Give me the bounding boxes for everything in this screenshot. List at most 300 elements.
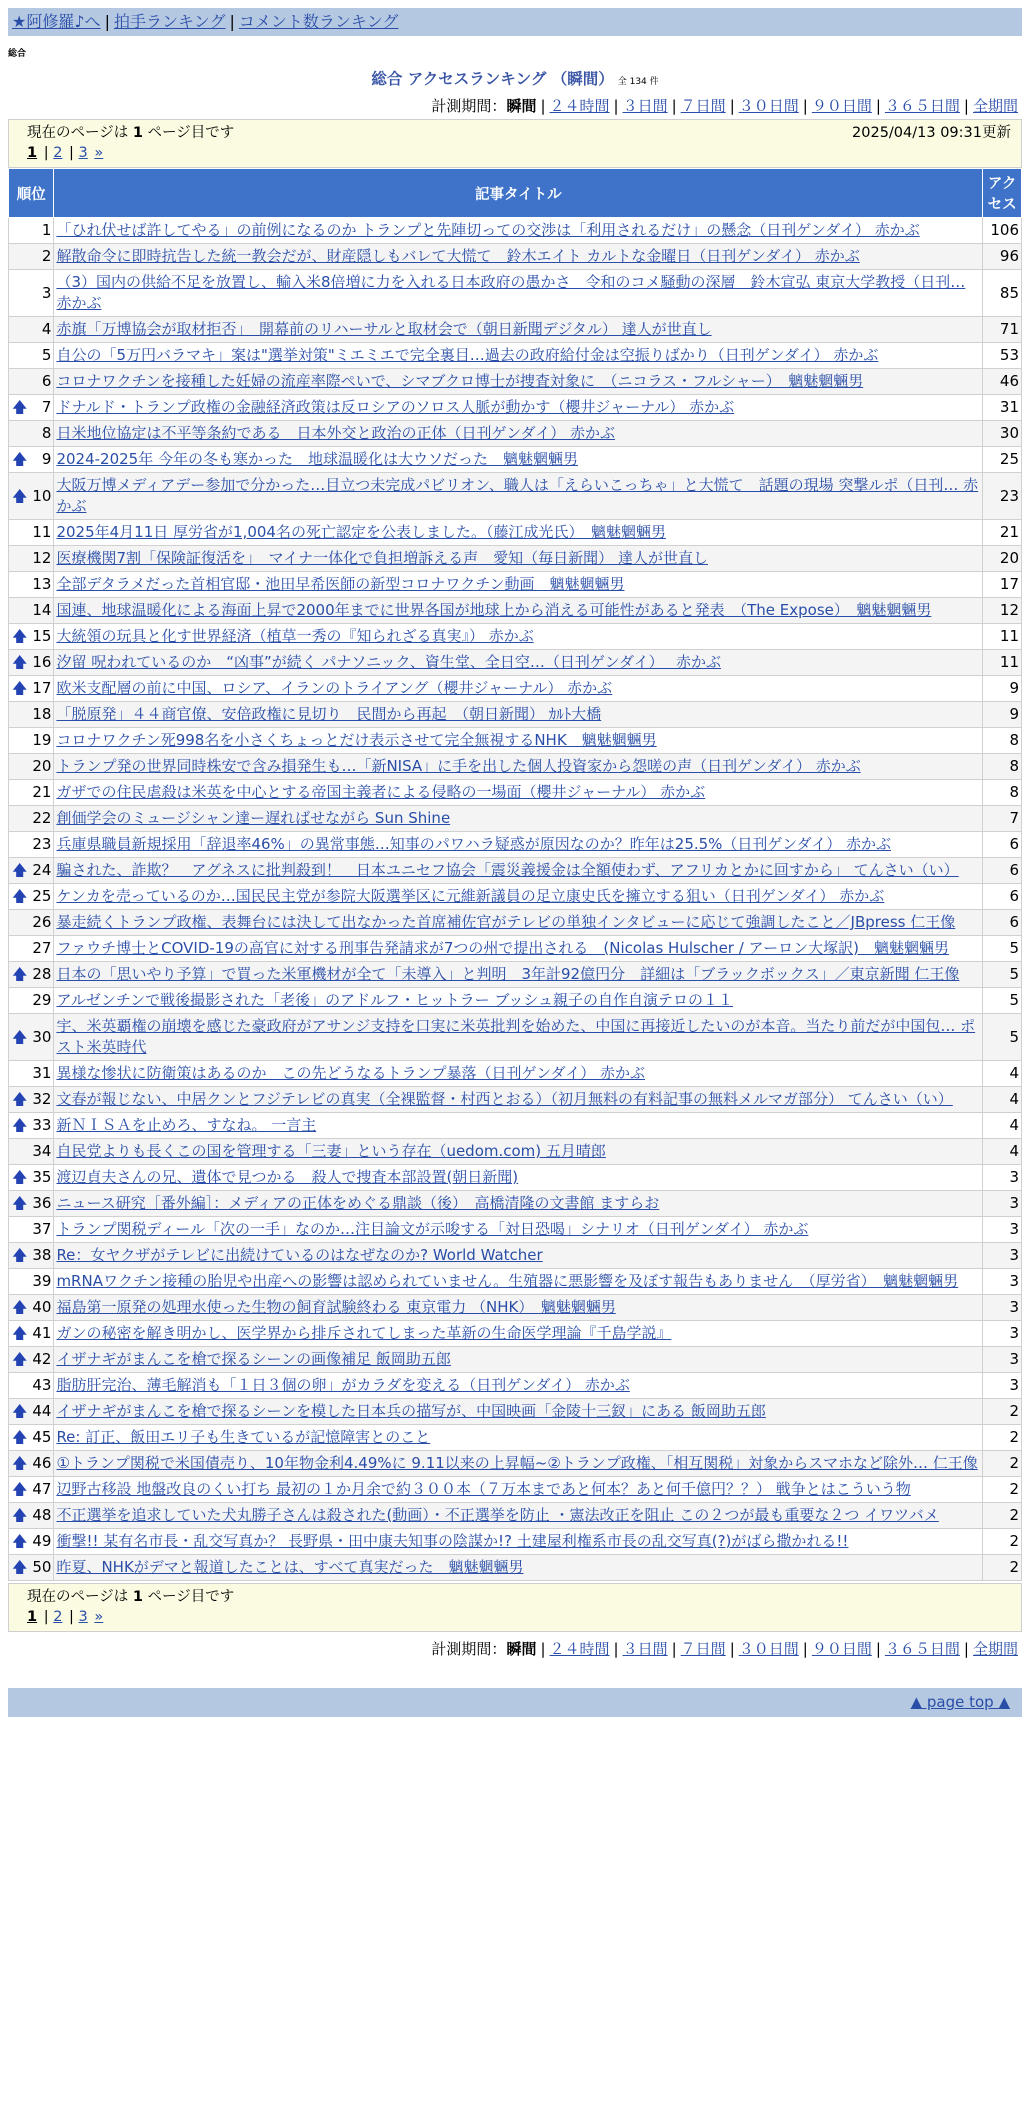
rank-cell: [9, 572, 54, 598]
access-count: 21: [983, 520, 1022, 546]
rank-cell: [9, 343, 54, 369]
rank-cell: [9, 702, 54, 728]
rank-cell: [9, 1503, 54, 1529]
period-separator: |: [729, 1640, 735, 1658]
table-row: [9, 1477, 1022, 1503]
table-row: [9, 1165, 1022, 1191]
article-link[interactable]: トランプ発の世界同時株安で含み損発生も…「新NISA」に手を出した個人投資家から怨嗟の声（日刊ゲンダイ） 赤かぶ: [56, 757, 861, 775]
rank-number: 1: [41, 221, 52, 239]
rank-cell: [9, 1191, 54, 1217]
rank-number: 7: [41, 398, 52, 416]
rank-cell: [9, 1555, 54, 1581]
title-cell: [54, 1014, 983, 1061]
article-link[interactable]: 異様な惨状に防衛策はあるのか この先どうなるトランプ暴落（日刊ゲンダイ） 赤かぶ: [56, 1064, 646, 1082]
access-count: 3: [983, 1347, 1022, 1373]
table-row: [9, 1555, 1022, 1581]
table-row: [9, 988, 1022, 1014]
article-link[interactable]: 脂肪肝完治、薄毛解消も「１日３個の卵」がカラダを変える（日刊ゲンダイ） 赤かぶ: [56, 1376, 630, 1394]
period-link[interactable]: ３０日間: [738, 1640, 799, 1658]
period-selector: [8, 95, 1018, 117]
table-row: [9, 1243, 1022, 1269]
table-row: [9, 858, 1022, 884]
up-arrow-icon: 🡅: [12, 887, 28, 905]
clap-ranking-link[interactable]: 拍手ランキング: [113, 12, 226, 31]
article-link[interactable]: 大阪万博メディアデー参加で分かった…目立つ未完成パビリオン、職人は「えらいこっちゃ」と大慌て 話題の現場 突撃ルポ（日刊… 赤かぶ: [56, 476, 979, 515]
period-separator: |: [963, 97, 969, 115]
next-page-link[interactable]: »: [94, 1609, 104, 1625]
period-separator: |: [802, 97, 808, 115]
access-count: 20: [983, 546, 1022, 572]
rank-number: 33: [32, 1116, 52, 1134]
article-link[interactable]: ガザでの住民虐殺は米英を中心とする帝国主義者による侵略の一場面（櫻井ジャーナル） 赤かぶ: [56, 783, 706, 801]
title-cell: [54, 1529, 983, 1555]
rank-number: 14: [32, 601, 52, 619]
access-count: 3: [983, 1269, 1022, 1295]
rank-cell: [9, 936, 54, 962]
up-arrow-icon: 🡅: [12, 1324, 28, 1342]
period-link[interactable]: ２４時間: [549, 1640, 610, 1658]
home-link[interactable]: ★阿修羅♪へ: [12, 12, 101, 31]
article-link[interactable]: 汐留 呪われているのか “凶事”が続く パナソニック、資生堂、全日空…（日刊ゲンダイ） 赤かぶ: [56, 653, 721, 671]
access-count: 3: [983, 1217, 1022, 1243]
rank-cell: [9, 598, 54, 624]
article-link[interactable]: ニュース研究［番外編］：メディアの正体をめぐる鼎談（後） 高橋清隆の文書館 ますらお: [56, 1194, 660, 1212]
page-links: [27, 143, 1011, 163]
table-row: [9, 1191, 1022, 1217]
period-link[interactable]: ３日間: [622, 1640, 668, 1658]
access-count: 31: [983, 395, 1022, 421]
rank-cell: [9, 1014, 54, 1061]
up-arrow-icon: 🡅: [12, 1558, 28, 1576]
title-cell: [54, 988, 983, 1014]
access-count: 2: [983, 1503, 1022, 1529]
table-row: [9, 1373, 1022, 1399]
rank-number: 23: [32, 835, 52, 853]
period-link[interactable]: ３６５日間: [884, 97, 960, 115]
rank-number: 13: [32, 575, 52, 593]
article-link[interactable]: 渡辺貞夫さんの兄、遺体で見つかる 殺人で捜査本部設置(朝日新聞): [56, 1168, 519, 1186]
title-cell: [54, 473, 983, 520]
period-link[interactable]: ７日間: [680, 1640, 726, 1658]
nav-separator: |: [104, 12, 110, 31]
period-link[interactable]: 全期間: [972, 97, 1018, 115]
access-count: 6: [983, 910, 1022, 936]
rank-number: 50: [32, 1558, 52, 1576]
top-nav-bar: [8, 8, 1022, 36]
rank-number: 5: [41, 346, 52, 364]
title-cell: [54, 1347, 983, 1373]
rank-cell: [9, 473, 54, 520]
title-cell: [54, 520, 983, 546]
up-arrow-icon: 🡅: [12, 1090, 28, 1108]
period-link[interactable]: ３０日間: [738, 97, 799, 115]
page-link-current[interactable]: 1: [27, 1609, 38, 1625]
access-count: 7: [983, 806, 1022, 832]
article-link[interactable]: 福島第一原発の処理水使った生物の飼育試験終わる 東京電力 （NHK） 魑魅魍魎男: [56, 1298, 616, 1316]
up-arrow-icon: 🡅: [12, 1298, 28, 1316]
rank-cell: [9, 1165, 54, 1191]
bottom-bar: [8, 1688, 1022, 1717]
page-separator: |: [64, 1609, 79, 1625]
access-count: 23: [983, 473, 1022, 520]
rank-cell: [9, 1113, 54, 1139]
page-link[interactable]: 3: [78, 1609, 88, 1625]
title-cell: [54, 1555, 983, 1581]
access-count: 11: [983, 624, 1022, 650]
rank-number: 6: [41, 372, 52, 390]
comment-ranking-link[interactable]: コメント数ランキング: [238, 12, 399, 31]
rank-number: 26: [32, 913, 52, 931]
article-link[interactable]: 2024-2025年 今年の冬も寒かった 地球温暖化は大ウソだった 魑魅魍魎男: [56, 450, 578, 468]
article-link[interactable]: mRNAワクチン接種の胎児や出産への影響は認められていません。生殖器に悪影響を及ぼす報告もありません （厚労省） 魑魅魍魎男: [56, 1272, 959, 1290]
access-count: 85: [983, 270, 1022, 317]
rank-cell: [9, 218, 54, 244]
rank-number: 21: [32, 783, 52, 801]
rank-number: 11: [32, 523, 52, 541]
rank-number: 19: [32, 731, 52, 749]
table-row: [9, 1217, 1022, 1243]
access-count: 12: [983, 598, 1022, 624]
title-cell: [54, 650, 983, 676]
article-link[interactable]: 昨夏、NHKがデマと報道したことは、すべて真実だった 魑魅魍魎男: [56, 1558, 524, 1576]
table-row: [9, 1113, 1022, 1139]
article-link[interactable]: ケンカを売っているのか…国民民主党が参院大阪選挙区に元維新議員の足立康史氏を擁立する狙い（日刊ゲンダイ） 赤かぶ: [56, 887, 885, 905]
ranking-title: 総合 アクセスランキング （瞬間）: [371, 70, 614, 88]
title-cell: [54, 1321, 983, 1347]
article-link[interactable]: イザナギがまんこを槍で探るシーンの画像補足 飯岡助五郎: [56, 1350, 451, 1368]
rank-cell: [9, 1269, 54, 1295]
up-arrow-icon: 🡅: [12, 1027, 28, 1046]
up-arrow-icon: 🡅: [12, 627, 28, 645]
up-arrow-icon: 🡅: [12, 450, 28, 468]
article-link[interactable]: 大統領の玩具と化す世界経済（植草一秀の『知られざる真実』） 赤かぶ: [56, 627, 534, 645]
rank-number: 15: [32, 627, 52, 645]
title-cell: [54, 1061, 983, 1087]
rank-cell: [9, 676, 54, 702]
article-link[interactable]: 不正選挙を追求していた犬丸勝子さんは殺された(動画）・不正選挙を防止 ・憲法改正を阻止 この２つが最も重要な２つ イワツバメ: [56, 1506, 939, 1524]
up-arrow-icon: 🡅: [12, 1480, 28, 1498]
nav-separator: |: [229, 12, 235, 31]
rank-number: 43: [32, 1376, 52, 1394]
table-row: [9, 1139, 1022, 1165]
pager-bottom: [8, 1583, 1022, 1632]
period-link[interactable]: ９０日間: [811, 97, 872, 115]
table-row: [9, 624, 1022, 650]
article-link[interactable]: 新ＮＩＳＡを止めろ、すなね。 一言主: [56, 1116, 317, 1134]
up-arrow-icon: 🡅: [12, 486, 28, 505]
rank-number: 34: [32, 1142, 52, 1160]
access-count: 6: [983, 858, 1022, 884]
page-link[interactable]: 2: [53, 1609, 63, 1625]
rank-number: 20: [32, 757, 52, 775]
table-row: [9, 546, 1022, 572]
article-link[interactable]: 騙された、詐欺？ アグネスに批判殺到！ 日本ユニセフ協会「震災義援金は全額使わず、アフリカとかに回すから」 てんさい（い）: [56, 861, 959, 879]
rank-cell: [9, 421, 54, 447]
period-label: 計測期間：: [431, 97, 507, 115]
table-row: [9, 1451, 1022, 1477]
period-separator: |: [802, 1640, 808, 1658]
article-link[interactable]: 日米地位協定は不平等条約である 日本外交と政治の正体（日刊ゲンダイ） 赤かぶ: [56, 424, 616, 442]
table-row: [9, 1269, 1022, 1295]
title-cell: [54, 421, 983, 447]
rank-cell: [9, 1529, 54, 1555]
title-cell: [54, 1373, 983, 1399]
up-arrow-icon: 🡅: [12, 398, 28, 416]
title-cell: [54, 343, 983, 369]
up-arrow-icon: 🡅: [12, 1350, 28, 1368]
article-link[interactable]: Re: 訂正、飯田エリ子も生きているが記憶障害とのこと: [56, 1428, 431, 1446]
article-link[interactable]: ガンの秘密を解き明かし、医学界から排斥されてしまった革新の生命医学理論『千島学説』: [56, 1324, 672, 1342]
rank-cell: [9, 1399, 54, 1425]
rank-cell: [9, 832, 54, 858]
article-link[interactable]: 全部デタラメだった首相官邸・池田早希医師の新型コロナワクチン動画 魑魅魍魎男: [56, 575, 625, 593]
title-cell: [54, 1451, 983, 1477]
period-label: 計測期間：: [431, 1640, 507, 1658]
access-count: 3: [983, 1191, 1022, 1217]
table-row: [9, 1399, 1022, 1425]
title-cell: [54, 780, 983, 806]
rank-number: 17: [32, 679, 52, 697]
title-cell: [54, 369, 983, 395]
rank-number: 48: [32, 1506, 52, 1524]
article-link[interactable]: ①トランプ関税で米国債売り、10年物金利4.49%に 9.11以来の上昇幅~②トランプ政権、「相互関税」対象からスマホなど除外… 仁王像: [56, 1454, 978, 1472]
access-count: 71: [983, 317, 1022, 343]
rank-number: 31: [32, 1064, 52, 1082]
table-row: [9, 473, 1022, 520]
article-link[interactable]: 辺野古移設 地盤改良のくい打ち 最初の１か月余で約３００本（７万本まであと何本？あと何千億円？？） 戦争とはこういう物: [56, 1480, 911, 1498]
rank-number: 12: [32, 549, 52, 567]
period-link[interactable]: ９０日間: [811, 1640, 872, 1658]
title-cell: [54, 1295, 983, 1321]
rank-cell: [9, 1243, 54, 1269]
title-cell: [54, 270, 983, 317]
access-count: 6: [983, 832, 1022, 858]
period-current: 瞬間: [506, 1640, 537, 1658]
section-tag: 総合: [8, 49, 27, 59]
title-cell: [54, 1165, 983, 1191]
table-row: [9, 343, 1022, 369]
article-link[interactable]: アルゼンチンで戦後撮影された「老後」のアドルフ・ヒットラー ブッシュ親子の自作自演テロの１１: [56, 991, 734, 1009]
up-arrow-icon: 🡅: [12, 1116, 28, 1134]
rank-number: 22: [32, 809, 52, 827]
rank-number: 41: [32, 1324, 52, 1342]
period-link[interactable]: ２４時間: [549, 97, 610, 115]
page-title: [0, 67, 1030, 89]
article-link[interactable]: 国連、地球温暖化による海面上昇で2000年までに世界各国が地球上から消える可能性があると発表 （The Expose） 魑魅魍魎男: [56, 601, 932, 619]
page-separator: |: [39, 1609, 54, 1625]
title-cell: [54, 1477, 983, 1503]
rank-number: 39: [32, 1272, 52, 1290]
title-cell: [54, 1243, 983, 1269]
rank-cell: [9, 1321, 54, 1347]
title-cell: [54, 244, 983, 270]
period-link[interactable]: ３日間: [622, 97, 668, 115]
title-cell: [54, 1113, 983, 1139]
title-cell: [54, 624, 983, 650]
title-cell: [54, 806, 983, 832]
rank-number: 28: [32, 965, 52, 983]
article-link[interactable]: 宇、米英覇権の崩壊を感じた豪政府がアサンジ支持を口実に米英批判を始めた、中国に再接近したいのが本音。当たり前だが中国包… ポスト米英時代: [56, 1017, 976, 1056]
article-link[interactable]: 創価学会のミュージシャン達ー遅ればせながら Sun Shine: [56, 809, 451, 827]
rank-cell: [9, 1425, 54, 1451]
title-cell: [54, 1217, 983, 1243]
rank-cell: [9, 520, 54, 546]
title-cell: [54, 317, 983, 343]
table-row: [9, 1295, 1022, 1321]
article-link[interactable]: 衝撃!! 某有名市長・乱交写真か？ 長野県・田中康夫知事の陰謀か!? 土建屋利権系市長の乱交写真(?)がばら撒かれる!!: [56, 1532, 849, 1550]
article-link[interactable]: 解散命令に即時抗告した統一教会だが、財産隠しもバレて大慌て 鈴木エイト カルトな金曜日（日刊ゲンダイ） 赤かぶ: [56, 247, 860, 265]
rank-number: 32: [32, 1090, 52, 1108]
updated-time: 2025/04/13 09:31更新: [852, 125, 1011, 141]
rank-cell: [9, 1087, 54, 1113]
page-link[interactable]: 3: [78, 145, 88, 161]
access-count: 9: [983, 676, 1022, 702]
title-cell: [54, 962, 983, 988]
table-row: [9, 1503, 1022, 1529]
rank-cell: [9, 650, 54, 676]
page-link-current[interactable]: 1: [27, 145, 38, 161]
table-row: [9, 598, 1022, 624]
period-separator: |: [613, 97, 619, 115]
rank-number: 38: [32, 1246, 52, 1264]
page-link[interactable]: 2: [53, 145, 63, 161]
access-count: 25: [983, 447, 1022, 473]
table-header-row: [9, 169, 1022, 218]
rank-cell: [9, 1373, 54, 1399]
table-row: [9, 1087, 1022, 1113]
article-link[interactable]: 欧米支配層の前に中国、ロシア、イランのトライアング（櫻井ジャーナル） 赤かぶ: [56, 679, 613, 697]
article-link[interactable]: 暴走続くトランプ政権、表舞台には決して出なかった首席補佐官がテレビの単独インタビューに応じて強調したこと／JBpress 仁王像: [56, 913, 956, 931]
access-count: 2: [983, 1529, 1022, 1555]
article-link[interactable]: 自公の「5万円バラマキ」案は"選挙対策"ミエミエで完全裏目…過去の政府給付金は空振りばかり（日刊ゲンダイ） 赤かぶ: [56, 346, 879, 364]
rank-number: 25: [32, 887, 52, 905]
article-link[interactable]: ドナルド・トランプ政権の金融経済政策は反ロシアのソロス人脈が動かす（櫻井ジャーナル） 赤かぶ: [56, 398, 735, 416]
title-cell: [54, 546, 983, 572]
article-link[interactable]: 日本の「思いやり予算」で買った米軍機材が全て「未導入」と判明 3年計92億円分 詳細は「ブラックボックス」／東京新聞 仁王像: [56, 965, 960, 983]
rank-cell: [9, 1295, 54, 1321]
access-count: 46: [983, 369, 1022, 395]
page-status: 現在のページは 1 ページ目です: [27, 1589, 235, 1605]
article-link[interactable]: トランプ関税ディール「次の一手」なのか…注目論文が示唆する「対日恐喝」シナリオ（日刊ゲンダイ） 赤かぶ: [56, 1220, 809, 1238]
rank-number: 35: [32, 1168, 52, 1186]
rank-cell: [9, 1477, 54, 1503]
article-link[interactable]: イザナギがまんこを槍で探るシーンを模した日本兵の描写が、中国映画「金陵十三釵」にある 飯岡助五郎: [56, 1402, 766, 1420]
article-link[interactable]: ファウチ博士とCOVID-19の高官に対する刑事告発請求が7つの州で提出される (Nicolas Hulscher / アーロン大塚訳) 魑魅魍魎男: [56, 939, 949, 957]
table-row: [9, 676, 1022, 702]
rank-cell: [9, 858, 54, 884]
rank-cell: [9, 780, 54, 806]
rank-cell: [9, 910, 54, 936]
table-row: [9, 447, 1022, 473]
title-cell: [54, 1087, 983, 1113]
rank-number: 37: [32, 1220, 52, 1238]
article-link[interactable]: 「脱原発」４４商官僚、安倍政権に見切り 民間から再起 （朝日新聞） ｶﾙﾄ大橋: [56, 705, 602, 723]
article-link[interactable]: Re：女ヤクザがテレビに出続けているのはなぜなのか? World Watcher: [56, 1246, 543, 1264]
article-link[interactable]: （3）国内の供給不足を放置し、輸入米8倍増に力を入れる日本政府の愚かさ 令和のコメ騒動の深層 鈴木宣弘 東京大学教授（日刊… 赤かぶ: [56, 273, 966, 312]
rank-cell: [9, 728, 54, 754]
rank-cell: [9, 624, 54, 650]
article-link[interactable]: 赤旗「万博協会が取材拒否」 開幕前のリハーサルと取材会で（朝日新聞デジタル） 達人が世直し: [56, 320, 712, 338]
article-link[interactable]: 医療機関7割「保険証復活を」 マイナ一体化で負担増訴える声 愛知（毎日新聞） 達人が世直し: [56, 549, 708, 567]
table-row: [9, 650, 1022, 676]
title-cell: [54, 572, 983, 598]
article-link[interactable]: 文春が報じない、中居クンとフジテレビの真実（全裸監督・村西とおる）（初月無料の有料記事の無料メルマガ部分） てんさい（い）: [56, 1090, 953, 1108]
ranking-body: [9, 218, 1022, 1581]
access-count: 9: [983, 702, 1022, 728]
article-link[interactable]: コロナワクチンを接種した妊婦の流産率際ぺいで、シマブクロ博士が捜査対象に （ニコラス・フルシャー） 魑魅魍魎男: [56, 372, 864, 390]
page-status: 現在のページは 1 ページ目です: [27, 125, 235, 141]
title-cell: [54, 858, 983, 884]
rank-number: 47: [32, 1480, 52, 1498]
next-page-link[interactable]: »: [94, 145, 104, 161]
article-link[interactable]: 「ひれ伏せば許してやる」の前例になるのか トランプと先陣切っての交渉は「利用されるだけ」の懸念（日刊ゲンダイ） 赤かぶ: [56, 221, 920, 239]
table-row: [9, 806, 1022, 832]
period-link[interactable]: ３６５日間: [884, 1640, 960, 1658]
up-arrow-icon: 🡅: [12, 679, 28, 697]
rank-cell: [9, 962, 54, 988]
rank-cell: [9, 1139, 54, 1165]
period-separator: |: [963, 1640, 969, 1658]
title-cell: [54, 218, 983, 244]
rank-number: 46: [32, 1454, 52, 1472]
rank-number: 40: [32, 1298, 52, 1316]
up-arrow-icon: 🡅: [12, 1194, 28, 1212]
access-count: 53: [983, 343, 1022, 369]
access-count: 3: [983, 1373, 1022, 1399]
access-count: 2: [983, 1555, 1022, 1581]
period-link[interactable]: ７日間: [680, 97, 726, 115]
table-row: [9, 520, 1022, 546]
title-cell: [54, 1139, 983, 1165]
page-separator: |: [39, 145, 54, 161]
table-row: [9, 395, 1022, 421]
period-separator: |: [540, 1640, 546, 1658]
rank-cell: [9, 447, 54, 473]
rank-number: 2: [41, 247, 52, 265]
up-arrow-icon: 🡅: [12, 1532, 28, 1550]
title-cell: [54, 1503, 983, 1529]
title-cell: [54, 1425, 983, 1451]
article-link[interactable]: 2025年4月11日 厚労省が1,004名の死亡認定を公表しました。（藤江成光氏） 魑魅魍魎男: [56, 523, 666, 541]
table-row: [9, 1061, 1022, 1087]
rank-number: 24: [32, 861, 52, 879]
table-row: [9, 421, 1022, 447]
title-cell: [54, 832, 983, 858]
table-row: [9, 1529, 1022, 1555]
pager-top: [8, 119, 1022, 168]
access-count: 30: [983, 421, 1022, 447]
period-link[interactable]: 全期間: [972, 1640, 1018, 1658]
article-link[interactable]: 自民党よりも長くこの国を管理する「三妻」という存在（uedom.com) 五月晴郎: [56, 1142, 606, 1160]
access-count: 5: [983, 988, 1022, 1014]
access-count: 3: [983, 1243, 1022, 1269]
table-row: [9, 270, 1022, 317]
up-arrow-icon: 🡅: [12, 1454, 28, 1472]
table-row: [9, 1425, 1022, 1451]
rank-number: 16: [32, 653, 52, 671]
title-cell: [54, 702, 983, 728]
title-header: 記事タイトル: [54, 169, 983, 218]
article-link[interactable]: コロナワクチン死998名を小さくちょっとだけ表示させて完全無視するNHK 魑魅魍魎男: [56, 731, 657, 749]
table-row: [9, 572, 1022, 598]
up-arrow-icon: 🡅: [12, 653, 28, 671]
page-top-link[interactable]: ▲ page top ▲: [910, 1693, 1010, 1711]
article-link[interactable]: 兵庫県職員新規採用「辞退率46%」の異常事態…知事のパワハラ疑惑が原因なのか？昨年は25.5%（日刊ゲンダイ） 赤かぶ: [56, 835, 892, 853]
access-count: 96: [983, 244, 1022, 270]
rank-cell: [9, 244, 54, 270]
title-cell: [54, 884, 983, 910]
access-count: 3: [983, 1321, 1022, 1347]
